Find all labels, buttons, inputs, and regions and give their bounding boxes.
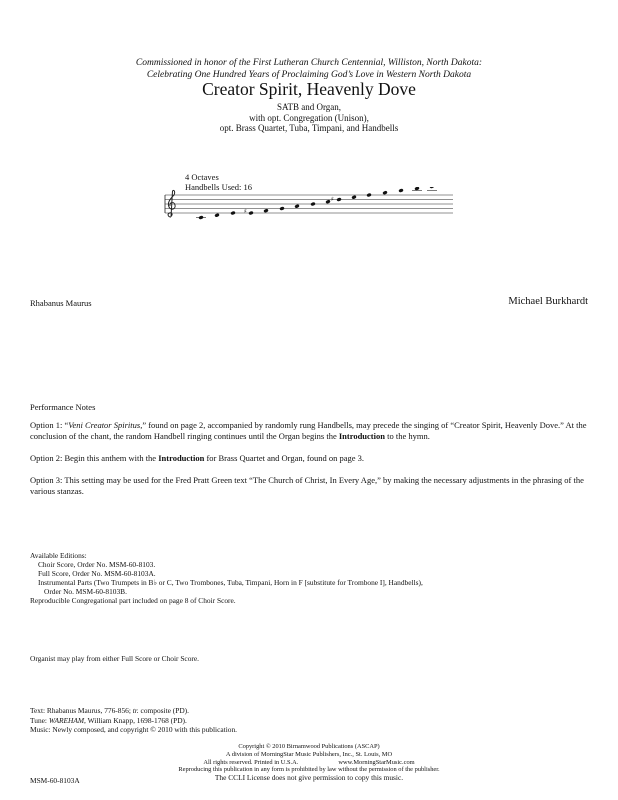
option-1: Option 1: “Veni Creator Spiritus,” found on page 2, accompanied by randomly rung Handbells, may precede the singing of “Creator Spirit, Heavenly Dove.” At the conclusion of the chant, the random Handbell ringing continues until the Organ begins the Introduction to the hymn. xyxy=(30,420,587,441)
edition-parts: Instrumental Parts (Two Trumpets in B♭ or C, Two Trombones, Tuba, Timpani, Horn in F [substitute for Trombone I], Handbells), xyxy=(38,578,423,587)
edition-full: Full Score, Order No. MSM-60-8103A. xyxy=(38,569,156,578)
publisher-website: www.MorningStarMusic.com xyxy=(338,758,415,766)
catalog-number: MSM-60-8103A xyxy=(30,776,80,785)
dedication-line-1: Commissioned in honor of the First Lutheran Church Centennial, Williston, North Dakota: xyxy=(135,58,483,68)
copyright-block xyxy=(0,743,618,782)
copyright-line-1: Copyright © 2010 Birnamwood Publications (ASCAP) xyxy=(238,743,380,750)
introduction-term: Introduction xyxy=(338,431,385,441)
option-3: Option 3: This setting may be used for the Fred Pratt Green text “The Church of Christ, In Every Age,” by making the necessary adjustments in the phrasing of the various stanzas. xyxy=(30,475,584,496)
instrumentation-line-2: with opt. Congregation (Unison), xyxy=(249,112,369,123)
tune-name: WAREHAM xyxy=(48,715,85,725)
dedication xyxy=(0,57,618,81)
text-author: Rhabanus Maurus xyxy=(30,298,92,308)
copyright-line-5: The CCLI License does not give permission to copy this music. xyxy=(214,773,404,783)
svg-text:♯: ♯ xyxy=(331,196,334,203)
instrumentation xyxy=(0,102,618,134)
instrumentation-line-1: SATB and Organ, xyxy=(276,102,342,112)
credit-text: Text: Rhabanus Maurus, 776-856; tr. composite (PD). xyxy=(30,706,189,715)
available-editions xyxy=(30,551,605,605)
organist-note: Organist may play from either Full Score or Choir Score. xyxy=(30,654,199,663)
edition-parts-order: Order No. MSM-60-8103B. xyxy=(44,587,127,596)
handbell-staff-graphic xyxy=(163,187,455,227)
handbell-staff xyxy=(163,187,455,227)
handbell-octaves: 4 Octaves xyxy=(185,172,219,182)
edition-reproducible: Reproducible Congregational part included on page 8 of Choir Score. xyxy=(30,596,236,605)
svg-text:♯: ♯ xyxy=(244,208,247,215)
handbell-notes xyxy=(196,187,437,220)
performance-notes-heading: Performance Notes xyxy=(30,402,96,412)
editions-heading: Available Editions: xyxy=(30,551,87,560)
copyright-line-3: All rights reserved. Printed in U.S.A. www.MorningStarMusic.com xyxy=(203,758,415,766)
credit-tune: Tune: WAREHAM, William Knapp, 1698-1768 (PD). xyxy=(30,715,187,725)
chant-title: Veni Creator Spiritus xyxy=(68,420,141,430)
composer-name: Michael Burkhardt xyxy=(508,296,588,307)
option-2: Option 2: Begin this anthem with the Introduction for Brass Quartet and Organ, found on page 3. xyxy=(30,453,364,463)
copyright-line-4: Reproducing this publication in any form is prohibited by law without the permission of the publisher. xyxy=(178,766,440,774)
credit-music: Music: Newly composed, and copyright © 2010 with this publication. xyxy=(30,725,237,734)
performance-notes xyxy=(30,402,592,508)
copyright-line-2: A division of MorningStar Music Publishers, Inc., St. Louis, MO xyxy=(225,750,393,758)
edition-choir: Choir Score, Order No. MSM-60-8103. xyxy=(38,560,156,569)
handbell-count: Handbells Used: 16 xyxy=(185,182,253,192)
instrumentation-line-3: opt. Brass Quartet, Tuba, Timpani, and Handbells xyxy=(219,123,399,133)
credits xyxy=(30,706,237,735)
page-title: Creator Spirit, Heavenly Dove xyxy=(202,79,416,99)
dedication-line-2: Celebrating One Hundred Years of Proclaiming God’s Love in Western North Dakota xyxy=(146,70,472,80)
introduction-term: Introduction xyxy=(158,453,205,463)
